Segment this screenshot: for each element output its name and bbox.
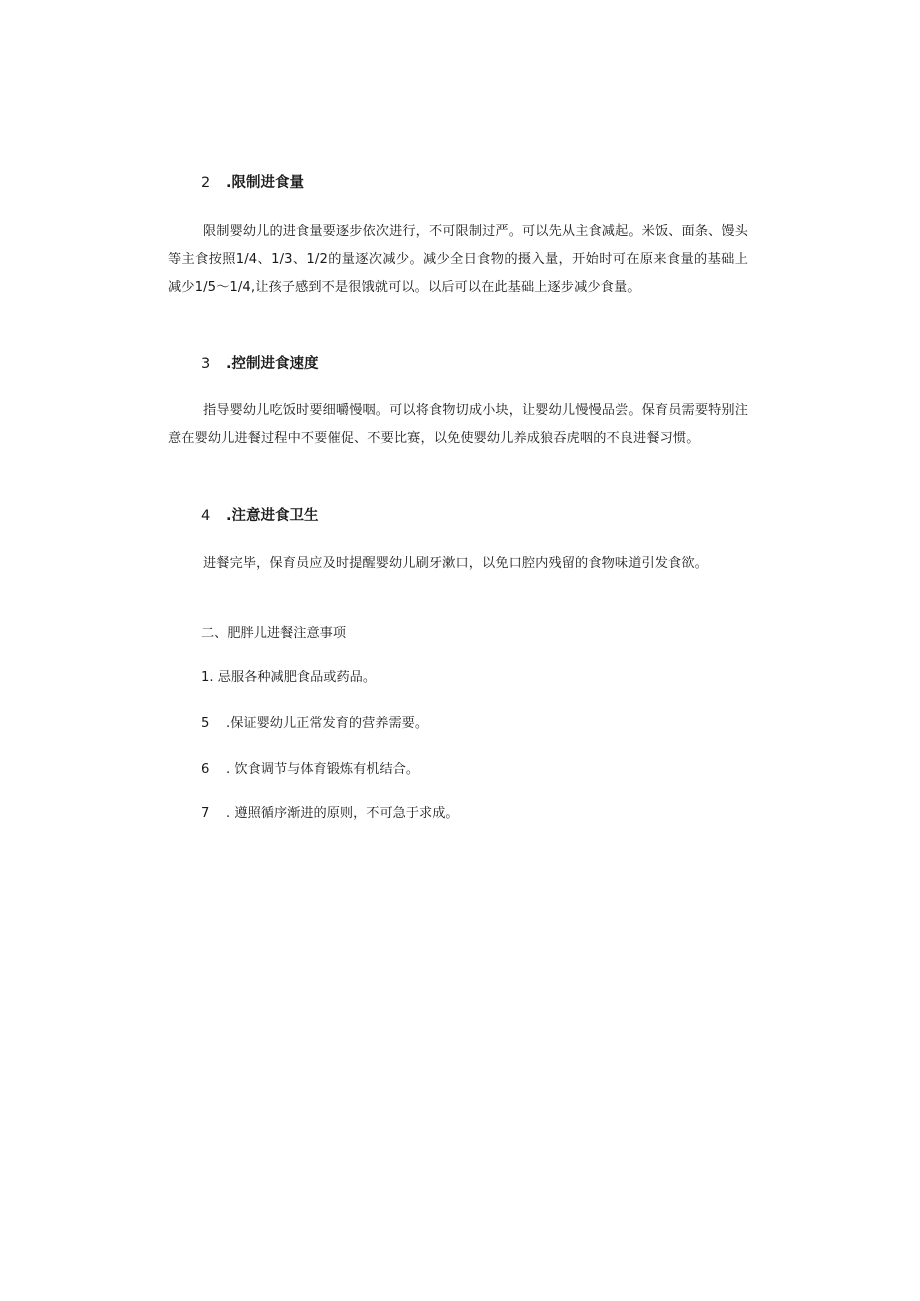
section-title: .限制进食量: [226, 175, 305, 191]
section-number: 2: [201, 175, 211, 191]
section-number: 3: [201, 356, 211, 372]
section-heading-4: [201, 506, 319, 526]
section-heading-2: [201, 173, 304, 193]
section-title: .控制进食速度: [226, 356, 319, 372]
section-title: .注意进食卫生: [226, 508, 319, 524]
list-item-text: . 饮食调节与体育锻炼有机结合。: [226, 762, 420, 777]
section-heading-3: [201, 354, 319, 374]
list-item-number: 6: [201, 762, 210, 777]
section-body-3: 指导婴幼儿吃饭时要细嚼慢咽。可以将食物切成小块，让婴幼儿慢慢品尝。保育员需要特别注意在婴幼儿进餐过程中不要催促、不要比赛，以免使婴幼儿养成狼吞虎咽的不良进餐习惯。: [168, 403, 748, 446]
list-item-5: [201, 714, 428, 734]
list-item-text: . 遵照循序渐进的原则，不可急于求成。: [226, 806, 459, 821]
list-item-text: .保证婴幼儿正常发育的营养需要。: [226, 716, 429, 731]
subheading: 二、肥胖儿进餐注意事项: [201, 626, 347, 641]
section-body-4: 进餐完毕，保育员应及时提醒婴幼儿刷牙漱口，以免口腔内残留的食物味道引发食欲。: [203, 556, 708, 571]
list-item-6: [201, 760, 419, 780]
list-item-number: 7: [201, 806, 210, 821]
section-body-2: 限制婴幼儿的进食量要逐步依次进行，不可限制过严。可以先从主食减起。米饭、面条、馒头等主食按照1/4、1/3、1/2的量逐次减少。减少全日食物的摄入量，开始时可在原来食量的基础上减少1/5～1/4,让孩子感到不是很饿就可以。以后可以在此基础上逐步减少食量。: [168, 224, 748, 295]
list-item-1: 1. 忌服各种减肥食品或药品。: [201, 670, 377, 685]
list-item-number: 5: [201, 716, 210, 731]
section-number: 4: [201, 508, 211, 524]
list-item-7: [201, 804, 459, 824]
